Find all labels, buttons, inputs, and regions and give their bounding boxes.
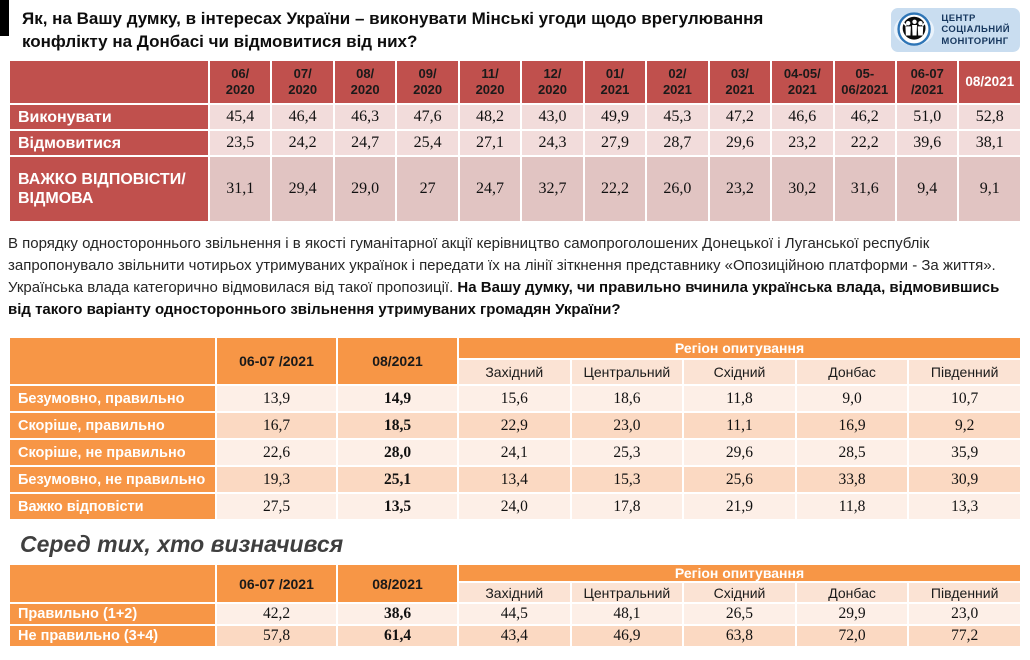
logo-text xyxy=(941,13,1010,47)
date-column-header xyxy=(835,61,895,103)
value-cell: 46,6 xyxy=(772,105,832,129)
minsk-agreements-trend-table xyxy=(8,59,1022,223)
table1-header-row xyxy=(10,61,1020,103)
row-label: Важко відповісти xyxy=(10,494,215,519)
value-cell: 28,7 xyxy=(647,131,707,155)
value-cell: 24,7 xyxy=(460,157,520,221)
value-cell: 57,8 xyxy=(217,626,336,646)
row-label: Правильно (1+2) xyxy=(10,604,215,624)
value-cell: 22,2 xyxy=(585,157,645,221)
question-title: Як, на Вашу думку, в інтересах України – виконувати Мінські угоди щодо врегулювання конфлікту на Донбасі чи відмовитися від них? xyxy=(22,9,764,51)
date-column-header xyxy=(272,61,332,103)
value-cell: 27 xyxy=(397,157,457,221)
date-line: 2020 xyxy=(225,82,255,98)
date-line: 2021 xyxy=(662,82,692,98)
date-line: 12/ xyxy=(543,65,562,81)
value-cell: 19,3 xyxy=(217,467,336,492)
row-label: ВАЖКО ВІДПОВІСТИ/ВІДМОВА xyxy=(10,157,208,221)
value-cell: 35,9 xyxy=(909,440,1020,465)
logo-eye-people-icon xyxy=(893,9,937,51)
value-cell: 77,2 xyxy=(909,626,1020,646)
value-cell: 13,5 xyxy=(338,494,457,519)
value-cell: 46,2 xyxy=(835,105,895,129)
value-cell: 9,2 xyxy=(909,413,1020,438)
table1-row xyxy=(10,131,1020,155)
header-row-top xyxy=(10,565,1020,581)
table-row xyxy=(10,626,1020,646)
value-cell: 9,1 xyxy=(959,157,1020,221)
value-cell: 28,0 xyxy=(338,440,457,465)
region-column-header: Донбас xyxy=(797,583,908,602)
value-cell: 26,5 xyxy=(684,604,795,624)
period-column-header: 08/2021 xyxy=(338,338,457,384)
date-column-header xyxy=(647,61,707,103)
value-cell: 51,0 xyxy=(897,105,957,129)
date-column-header xyxy=(397,61,457,103)
date-column-header xyxy=(210,61,270,103)
date-line: 2020 xyxy=(538,82,567,98)
value-cell: 23,0 xyxy=(572,413,683,438)
value-cell: 23,2 xyxy=(772,131,832,155)
date-line: 2021 xyxy=(725,82,755,98)
value-cell: 43,4 xyxy=(459,626,570,646)
value-cell: 27,5 xyxy=(217,494,336,519)
section-heading: Серед тих, хто визначився xyxy=(20,531,344,558)
date-column-header xyxy=(335,61,395,103)
header-row-top xyxy=(10,338,1020,358)
value-cell: 17,8 xyxy=(572,494,683,519)
logo-text-line: МОНІТОРИНГ xyxy=(941,35,1009,47)
value-cell: 43,0 xyxy=(522,105,582,129)
decided-only-table xyxy=(8,563,1022,648)
value-cell: 22,9 xyxy=(459,413,570,438)
value-cell: 11,8 xyxy=(684,386,795,411)
value-cell: 24,1 xyxy=(459,440,570,465)
row-label: Скоріше, правильно xyxy=(10,413,215,438)
value-cell: 25,1 xyxy=(338,467,457,492)
value-cell: 25,4 xyxy=(397,131,457,155)
value-cell: 33,8 xyxy=(797,467,908,492)
value-cell: 63,8 xyxy=(684,626,795,646)
value-cell: 24,2 xyxy=(272,131,332,155)
table-row xyxy=(10,494,1020,519)
value-cell: 31,1 xyxy=(210,157,270,221)
intro-text: В порядку одностороннього звільнення і в якості гуманітарної акції керівництво самопроголошених Донецької і Луганської республік запропонувало звільнити чотирьох утримуваних українок і передати їх на лінії зіткнення представнику «Опозиційною платформи - За життя». Українська влада категорично відмовилася від такої пропозиції. xyxy=(8,235,996,297)
value-cell: 11,1 xyxy=(684,413,795,438)
date-line: 2021 xyxy=(600,82,630,98)
value-cell: 46,3 xyxy=(335,105,395,129)
intro-question-bold: На Вашу думку, чи правильно вчинила українська влада, відмовившись від такого варіанту одностороннього звільнення утримуваних громадян України? xyxy=(8,279,1000,319)
value-cell: 16,7 xyxy=(217,413,336,438)
region-column-header: Західний xyxy=(459,360,570,384)
value-cell: 30,9 xyxy=(909,467,1020,492)
date-line: 09/ xyxy=(418,65,437,81)
region-column-header: Донбас xyxy=(797,360,908,384)
table-row xyxy=(10,386,1020,411)
date-line: 07/ xyxy=(293,65,312,81)
value-cell: 13,3 xyxy=(909,494,1020,519)
date-column-header xyxy=(897,61,957,103)
region-column-header: Центральний xyxy=(572,583,683,602)
date-line: 06-07 xyxy=(910,65,944,81)
date-column-header xyxy=(710,61,770,103)
value-cell: 29,6 xyxy=(684,440,795,465)
value-cell: 24,3 xyxy=(522,131,582,155)
date-line: /2021 xyxy=(910,82,944,98)
date-column-header xyxy=(585,61,645,103)
value-cell: 25,3 xyxy=(572,440,683,465)
value-cell: 48,1 xyxy=(572,604,683,624)
value-cell: 61,4 xyxy=(338,626,457,646)
value-cell: 31,6 xyxy=(835,157,895,221)
value-cell: 13,4 xyxy=(459,467,570,492)
release-opinion-table xyxy=(8,336,1022,521)
date-line: 2020 xyxy=(350,82,380,98)
value-cell: 49,9 xyxy=(585,105,645,129)
logo-text-line: СОЦІАЛЬНИЙ xyxy=(941,24,1010,36)
row-label: Безумовно, не правильно xyxy=(10,467,215,492)
date-line: 2020 xyxy=(475,82,505,98)
value-cell: 16,9 xyxy=(797,413,908,438)
value-cell: 23,2 xyxy=(710,157,770,221)
row-label: Виконувати xyxy=(10,105,208,129)
value-cell: 46,4 xyxy=(272,105,332,129)
value-cell: 26,0 xyxy=(647,157,707,221)
value-cell: 29,4 xyxy=(272,157,332,221)
date-line: 08/2021 xyxy=(965,73,1015,89)
table-row xyxy=(10,604,1020,624)
value-cell: 9,0 xyxy=(797,386,908,411)
table1-corner-cell xyxy=(10,61,208,103)
value-cell: 22,2 xyxy=(835,131,895,155)
value-cell: 52,8 xyxy=(959,105,1020,129)
region-column-header: Південний xyxy=(909,583,1020,602)
date-column-header xyxy=(522,61,582,103)
date-line: 01/ xyxy=(605,65,624,81)
value-cell: 10,7 xyxy=(909,386,1020,411)
corner-cell xyxy=(10,338,215,384)
value-cell: 32,7 xyxy=(522,157,582,221)
table-row xyxy=(10,440,1020,465)
logo xyxy=(891,8,1020,52)
corner-cell xyxy=(10,565,215,602)
slide-header xyxy=(0,0,1030,53)
row-label: Скоріше, не правильно xyxy=(10,440,215,465)
value-cell: 21,9 xyxy=(684,494,795,519)
date-line: 08/ xyxy=(356,65,375,81)
value-cell: 14,9 xyxy=(338,386,457,411)
table1-row xyxy=(10,157,1020,221)
value-cell: 72,0 xyxy=(797,626,908,646)
value-cell: 29,6 xyxy=(710,131,770,155)
table-row xyxy=(10,413,1020,438)
value-cell: 24,0 xyxy=(459,494,570,519)
value-cell: 29,0 xyxy=(335,157,395,221)
table1-row xyxy=(10,105,1020,129)
date-line: 06/2021 xyxy=(841,82,889,98)
value-cell: 38,6 xyxy=(338,604,457,624)
value-cell: 13,9 xyxy=(217,386,336,411)
date-line: 05- xyxy=(855,65,875,81)
date-column-header xyxy=(959,61,1020,103)
value-cell: 42,2 xyxy=(217,604,336,624)
value-cell: 46,9 xyxy=(572,626,683,646)
period-column-header: 06-07 /2021 xyxy=(217,565,336,602)
date-column-header xyxy=(772,61,832,103)
value-cell: 24,7 xyxy=(335,131,395,155)
intro-paragraph xyxy=(8,233,1014,321)
value-cell: 27,1 xyxy=(460,131,520,155)
value-cell: 44,5 xyxy=(459,604,570,624)
row-label: Не правильно (3+4) xyxy=(10,626,215,646)
period-column-header: 08/2021 xyxy=(338,565,457,602)
region-column-header: Південний xyxy=(909,360,1020,384)
date-line: 11/ xyxy=(481,65,499,81)
value-cell: 30,2 xyxy=(772,157,832,221)
value-cell: 45,4 xyxy=(210,105,270,129)
table-row xyxy=(10,467,1020,492)
value-cell: 15,6 xyxy=(459,386,570,411)
value-cell: 15,3 xyxy=(572,467,683,492)
value-cell: 47,6 xyxy=(397,105,457,129)
value-cell: 27,9 xyxy=(585,131,645,155)
value-cell: 29,9 xyxy=(797,604,908,624)
date-line: 06/ xyxy=(231,65,250,81)
value-cell: 38,1 xyxy=(959,131,1020,155)
value-cell: 23,0 xyxy=(909,604,1020,624)
value-cell: 48,2 xyxy=(460,105,520,129)
value-cell: 9,4 xyxy=(897,157,957,221)
date-line: 02/ xyxy=(668,65,687,81)
date-line: 2020 xyxy=(288,82,318,98)
region-column-header: Східний xyxy=(684,583,795,602)
date-line: 2021 xyxy=(787,82,817,98)
date-line: 2020 xyxy=(413,82,443,98)
value-cell: 23,5 xyxy=(210,131,270,155)
value-cell: 47,2 xyxy=(710,105,770,129)
region-column-header: Східний xyxy=(684,360,795,384)
region-group-header: Регіон опитування xyxy=(459,338,1020,358)
date-line: 04-05/ xyxy=(783,65,821,81)
region-column-header: Центральний xyxy=(572,360,683,384)
logo-text-line: ЦЕНТР xyxy=(941,12,976,24)
value-cell: 22,6 xyxy=(217,440,336,465)
row-label: Відмовитися xyxy=(10,131,208,155)
region-group-header: Регіон опитування xyxy=(459,565,1020,581)
date-column-header xyxy=(460,61,520,103)
date-line: 03/ xyxy=(730,65,749,81)
value-cell: 45,3 xyxy=(647,105,707,129)
value-cell: 28,5 xyxy=(797,440,908,465)
value-cell: 18,5 xyxy=(338,413,457,438)
region-column-header: Західний xyxy=(459,583,570,602)
value-cell: 39,6 xyxy=(897,131,957,155)
value-cell: 25,6 xyxy=(684,467,795,492)
value-cell: 18,6 xyxy=(572,386,683,411)
period-column-header: 06-07 /2021 xyxy=(217,338,336,384)
page-edge-mark xyxy=(0,0,9,36)
value-cell: 11,8 xyxy=(797,494,908,519)
row-label: Безумовно, правильно xyxy=(10,386,215,411)
